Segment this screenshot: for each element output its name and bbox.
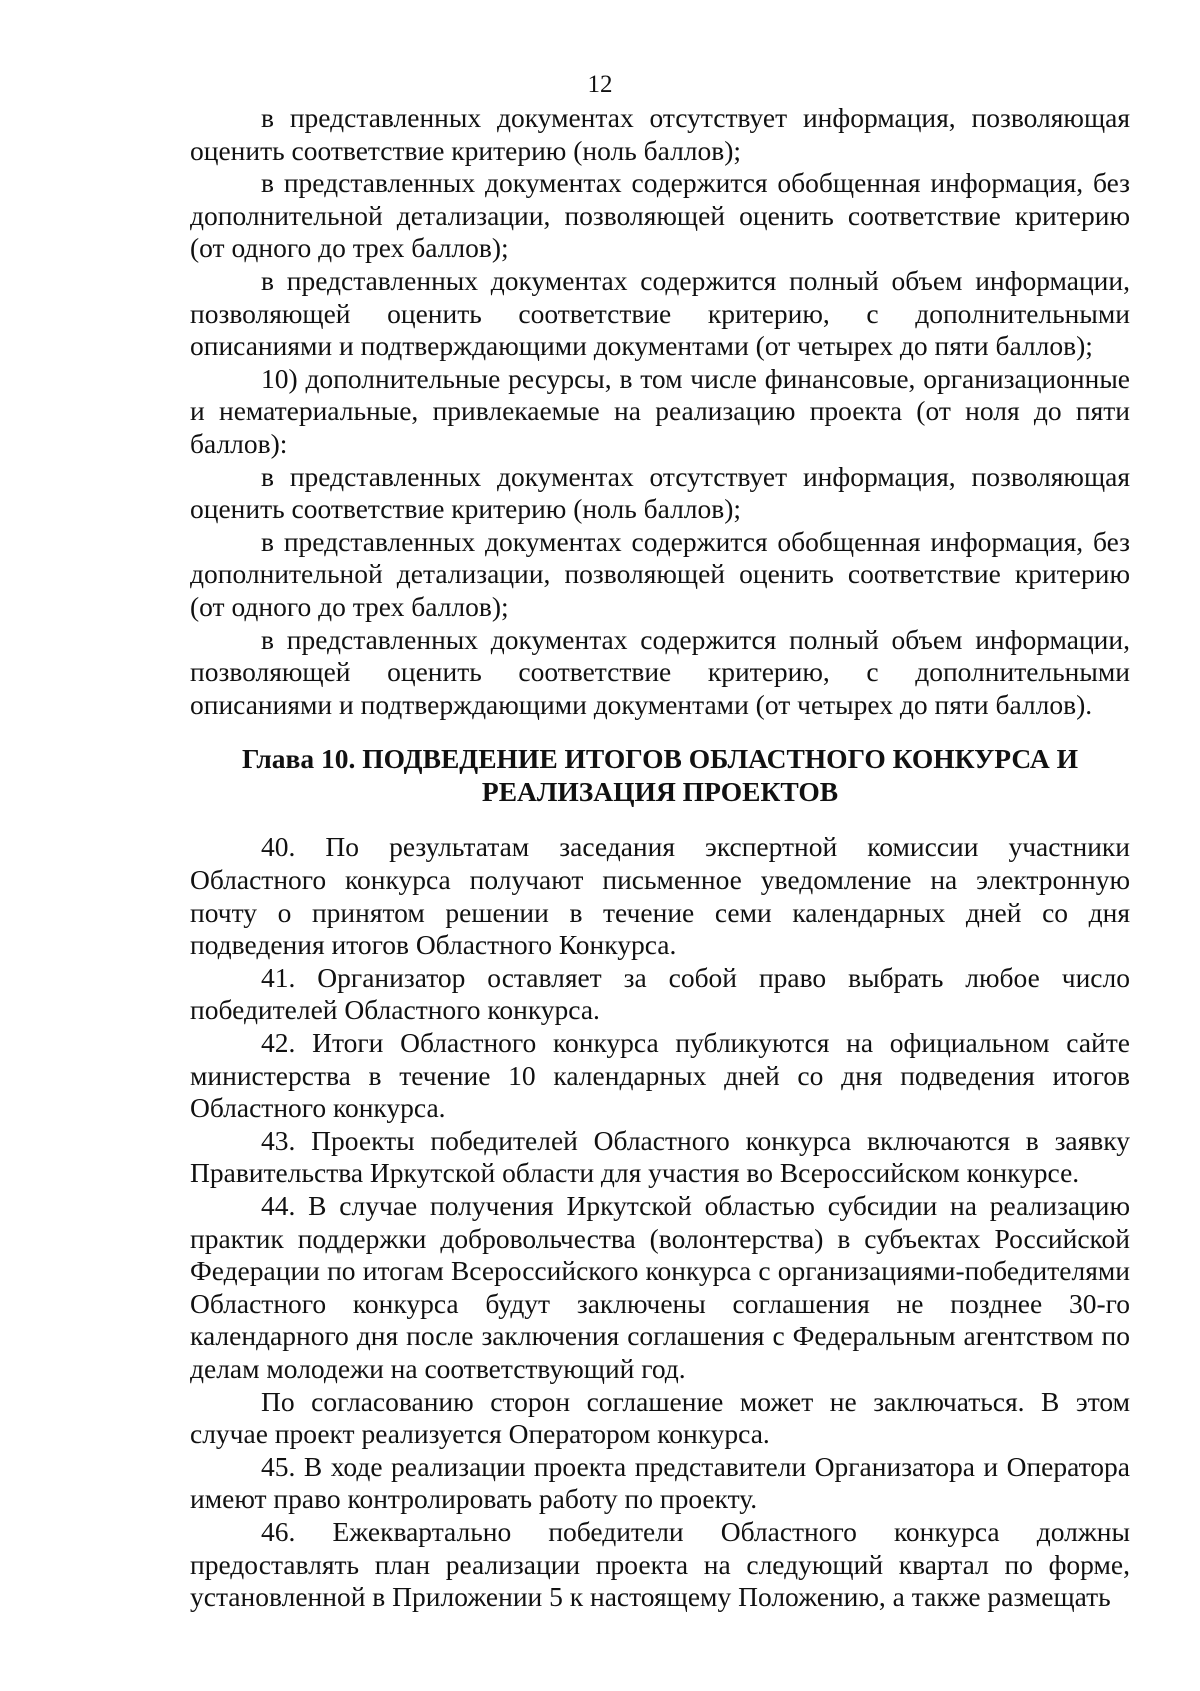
paragraph: 46. Ежеквартально победители Областного конкурса должны предоставлять план реализации проекта на следующий квартал по форме, установленной в Приложении 5 к настоящему Положению, а также размещать [190, 1515, 1130, 1613]
paragraph: 41. Организатор оставляет за собой право выбрать любое число победителей Областного конкурса. [190, 961, 1130, 1026]
chapter-heading-line-1: Глава 10. ПОДВЕДЕНИЕ ИТОГОВ ОБЛАСТНОГО КОНКУРСА И [241, 743, 1079, 775]
paragraph: в представленных документах содержится обобщенная информация, без дополнительной детализации, позволяющей оценить соответствие критерию (от одного до трех баллов); [190, 525, 1130, 622]
paragraph: 45. В ходе реализации проекта представители Организатора и Оператора имеют право контролировать работу по проекту. [190, 1450, 1130, 1515]
chapter-heading-line-2: РЕАЛИЗАЦИЯ ПРОЕКТОВ [481, 775, 839, 807]
paragraph: По согласованию сторон соглашение может не заключаться. В этом случае проект реализуется Оператором конкурса. [190, 1385, 1130, 1450]
document-body [190, 102, 1130, 1614]
paragraph: в представленных документах отсутствует информация, позволяющая оценить соответствие критерию (ноль баллов); [190, 460, 1130, 525]
paragraph: в представленных документах отсутствует информация, позволяющая оценить соответствие критерию (ноль баллов); [190, 102, 1130, 166]
paragraph: 44. В случае получения Иркутской областью субсидии на реализацию практик поддержки добровольчества (волонтерства) в субъектах Российской Федерации по итогам Всероссийского конкурса с организациями-победителями Областного конкурса будут заключены соглашения не позднее 30-го календарного дня после заключения соглашения с Федеральным агентством по делам молодежи на соответствующий год. [190, 1190, 1130, 1384]
paragraph: в представленных документах содержится полный объем информации, позволяющей оценить соответствие критерию, с дополнительными описаниями и подтверждающими документами (от четырех до пяти баллов); [190, 264, 1130, 362]
paragraph: в представленных документах содержится обобщенная информация, без дополнительной детализации, позволяющей оценить соответствие критерию (от одного до трех баллов); [190, 167, 1130, 264]
page-number: 12 [587, 71, 613, 98]
paragraph: в представленных документах содержится полный объем информации, позволяющей оценить соответствие критерию, с дополнительными описаниями и подтверждающими документами (от четырех до пяти баллов). [190, 623, 1130, 720]
chapter-heading [190, 743, 1130, 808]
paragraph: 10) дополнительные ресурсы, в том числе финансовые, организационные и нематериальные, привлекаемые на реализацию проекта (от ноля до пяти баллов): [190, 362, 1130, 459]
paragraph: 42. Итоги Областного конкурса публикуются на официальном сайте министерства в течение 10 календарных дней со дня подведения итогов Областного конкурса. [190, 1027, 1130, 1124]
paragraph: 40. По результатам заседания экспертной комиссии участники Областного конкурса получают письменное уведомление на электронную почту о принятом решении в течение семи календарных дней со дня подведения итогов Областного Конкурса. [190, 831, 1130, 961]
paragraph: 43. Проекты победителей Областного конкурса включаются в заявку Правительства Иркутской области для участия во Всероссийском конкурсе. [190, 1124, 1130, 1189]
